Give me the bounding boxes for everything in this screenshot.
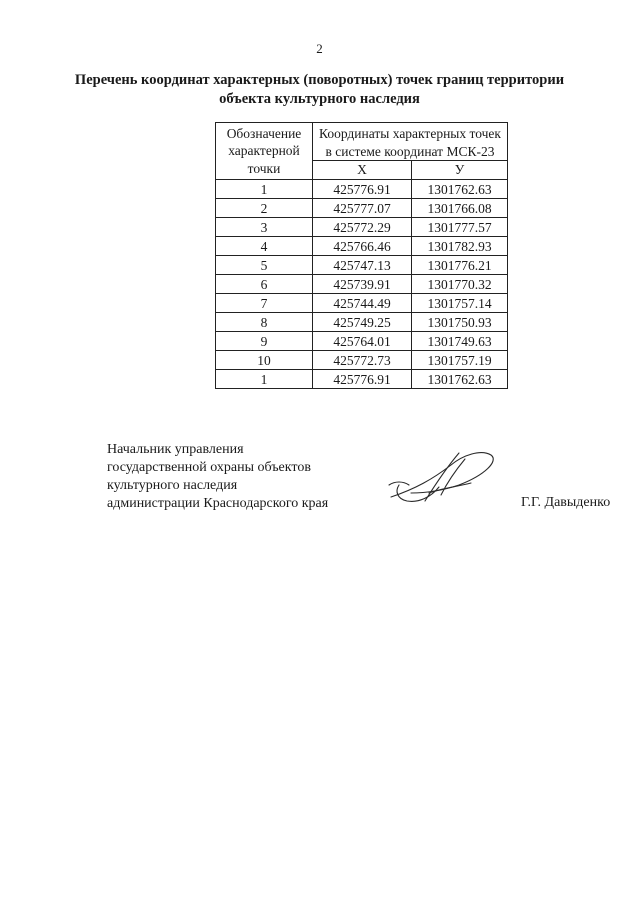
table-row	[216, 237, 508, 256]
coordinates-table	[215, 122, 508, 389]
table-row	[216, 370, 508, 389]
x-cell: 425749.25	[313, 313, 412, 332]
coordinates-table-body	[216, 180, 508, 389]
point-cell: 3	[216, 218, 313, 237]
point-cell: 1	[216, 370, 313, 389]
y-cell: 1301770.32	[412, 275, 508, 294]
point-cell: 5	[216, 256, 313, 275]
y-cell: 1301757.19	[412, 351, 508, 370]
title-line-1: Перечень координат характерных (поворотных) точек границ территории	[74, 72, 565, 88]
header-x: X	[313, 161, 412, 180]
y-cell: 1301776.21	[412, 256, 508, 275]
header-y: У	[412, 161, 508, 180]
document-title	[0, 71, 639, 109]
point-cell: 9	[216, 332, 313, 351]
signer-name: Г.Г. Давыденко	[521, 495, 611, 510]
signer-position-line-3: культурного наследия	[107, 478, 238, 493]
signer-position-line-1: Начальник управления	[107, 442, 244, 457]
header-coordinates: Координаты характерных точек в системе координат МСК-23	[313, 123, 508, 161]
table-row	[216, 218, 508, 237]
y-cell: 1301750.93	[412, 313, 508, 332]
point-cell: 6	[216, 275, 313, 294]
table-row	[216, 313, 508, 332]
y-cell: 1301782.93	[412, 237, 508, 256]
x-cell: 425766.46	[313, 237, 412, 256]
handwritten-signature	[385, 445, 505, 507]
point-cell: 2	[216, 199, 313, 218]
x-cell: 425739.91	[313, 275, 412, 294]
signer-position-line-4: администрации Краснодарского края	[107, 496, 329, 511]
y-cell: 1301777.57	[412, 218, 508, 237]
x-cell: 425744.49	[313, 294, 412, 313]
x-cell: 425776.91	[313, 180, 412, 199]
x-cell: 425776.91	[313, 370, 412, 389]
table-row	[216, 180, 508, 199]
table-row	[216, 275, 508, 294]
table-row	[216, 351, 508, 370]
x-cell: 425764.01	[313, 332, 412, 351]
point-cell: 7	[216, 294, 313, 313]
title-line-2: объекта культурного наследия	[219, 91, 420, 107]
x-cell: 425777.07	[313, 199, 412, 218]
point-cell: 1	[216, 180, 313, 199]
point-cell: 10	[216, 351, 313, 370]
signer-position-line-2: государственной охраны объектов	[107, 460, 311, 475]
y-cell: 1301757.14	[412, 294, 508, 313]
table-row	[216, 199, 508, 218]
x-cell: 425747.13	[313, 256, 412, 275]
page-number: 2	[316, 41, 323, 56]
x-cell: 425772.73	[313, 351, 412, 370]
signer-position	[107, 441, 328, 513]
y-cell: 1301762.63	[412, 370, 508, 389]
table-row	[216, 256, 508, 275]
point-cell: 8	[216, 313, 313, 332]
point-cell: 4	[216, 237, 313, 256]
y-cell: 1301749.63	[412, 332, 508, 351]
x-cell: 425772.29	[313, 218, 412, 237]
y-cell: 1301762.63	[412, 180, 508, 199]
table-row	[216, 294, 508, 313]
header-point-designation: Обозначение характерной точки	[216, 123, 313, 180]
y-cell: 1301766.08	[412, 199, 508, 218]
table-row	[216, 332, 508, 351]
